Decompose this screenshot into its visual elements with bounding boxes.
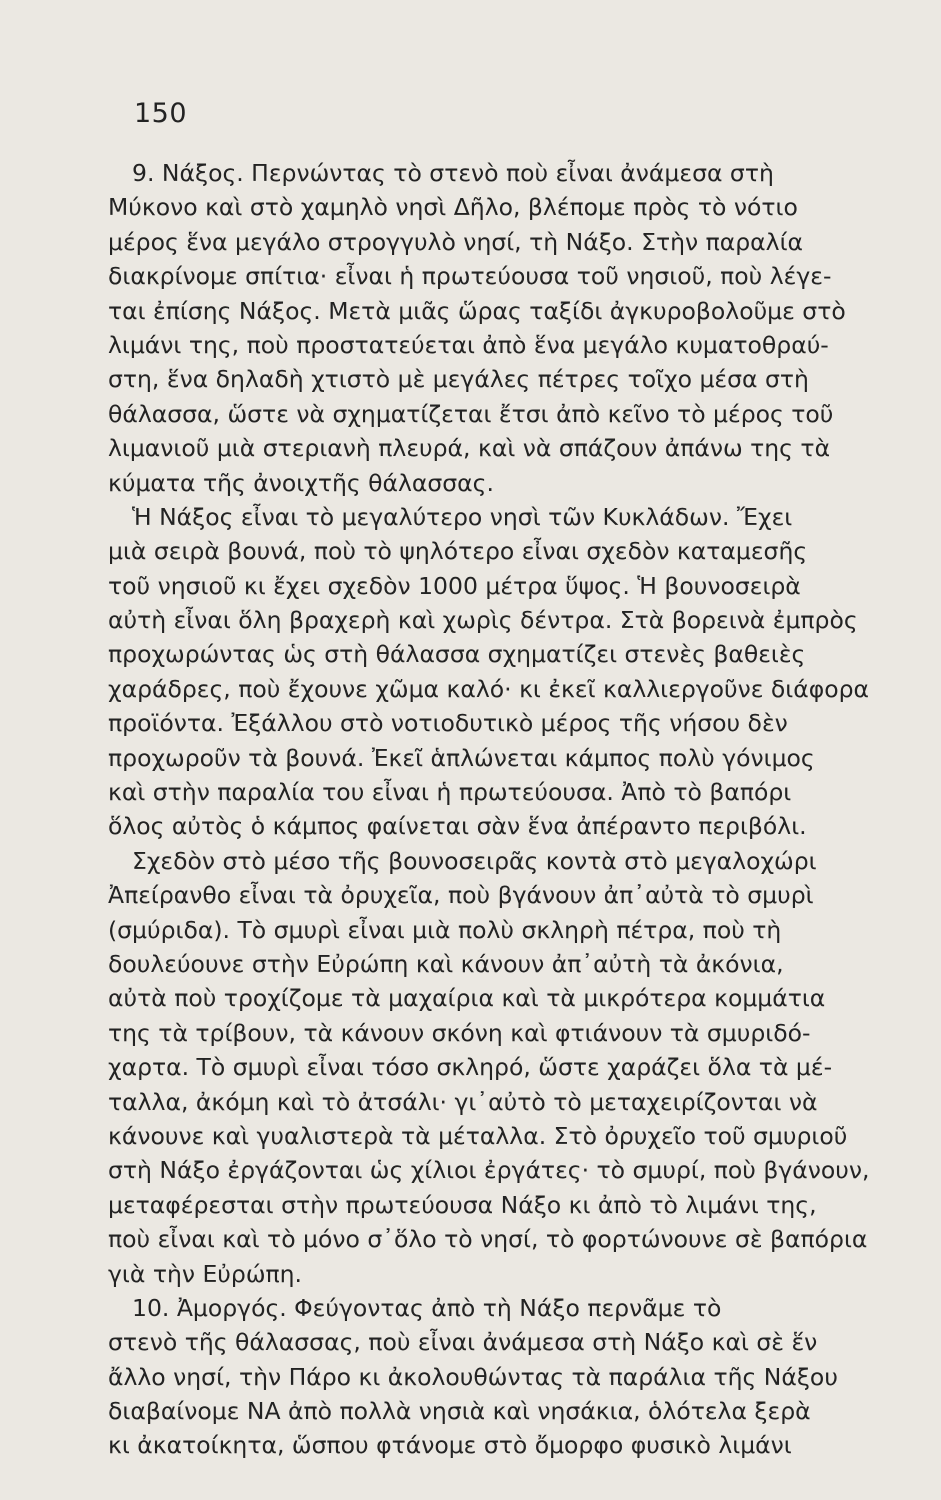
text-line: Σχεδὸν στὸ μέσο τῆς βουνοσειρᾶς κοντὰ στὸ μεγαλοχώρι xyxy=(132,846,817,875)
page-number: 150 xyxy=(134,98,188,129)
text-line: μεταφέρεσται στὴν πρωτεύουσα Νάξο κι ἀπὸ τὸ λιμάνι της, xyxy=(108,1190,817,1219)
text-line: κάνουνε καὶ γυαλιστερὰ τὰ μέταλλα. Στὸ ὀρυχεῖο τοῦ σμυριοῦ xyxy=(108,1121,848,1150)
text-line: αὐτὰ ποὺ τροχίζομε τὰ μαχαίρια καὶ τὰ μικρότερα κομμάτια xyxy=(108,984,826,1013)
text-line: διαβαίνομε ΝΑ ἀπὸ πολλὰ νησιὰ καὶ νησάκια, ὁλότελα ξερὰ xyxy=(108,1397,811,1426)
text-line: ταλλα, ἀκόμη καὶ τὸ ἀτσάλι· γι᾽αὐτὸ τὸ μεταχειρίζονται νὰ xyxy=(108,1087,818,1116)
text-line: ποὺ εἶναι καὶ τὸ μόνο σ᾽ὅλο τὸ νησί, τὸ φορτώνουνε σὲ βαπόρια xyxy=(108,1225,868,1254)
text-line: καὶ στὴν παραλία του εἶναι ἡ πρωτεύουσα. Ἀπὸ τὸ βαπόρι xyxy=(108,778,792,807)
text-line: της τὰ τρίβουν, τὰ κάνουν σκόνη καὶ φτιάνουν τὰ σμυριδό- xyxy=(108,1018,811,1047)
text-line: διακρίνομε σπίτια· εἶναι ἡ πρωτεύουσα τοῦ νησιοῦ, ποὺ λέγε- xyxy=(108,262,832,291)
text-line: Ἡ Νάξος εἶναι τὸ μεγαλύτερο νησὶ τῶν Κυκλάδων. Ἔχει xyxy=(132,502,793,531)
text-line: προϊόντα. Ἐξάλλου στὸ νοτιοδυτικὸ μέρος τῆς νήσου δὲν xyxy=(108,709,788,738)
text-line: κι ἀκατοίκητα, ὥσπου φτάνομε στὸ ὄμορφο φυσικὸ λιμάνι xyxy=(108,1431,792,1460)
text-line: Μύκονο καὶ στὸ χαμηλὸ νησὶ Δῆλο, βλέπομε πρὸς τὸ νότιο xyxy=(108,193,798,222)
text-line: αὐτὴ εἶναι ὅλη βραχερὴ καὶ χωρὶς δέντρα. Στὰ βορεινὰ ἐμπρὸς xyxy=(108,606,858,635)
text-line: λιμάνι της, ποὺ προστατεύεται ἀπὸ ἕνα μεγάλο κυματοθραύ- xyxy=(108,330,829,359)
text-line: θάλασσα, ὥστε νὰ σχηματίζεται ἔτσι ἀπὸ κεῖνο τὸ μέρος τοῦ xyxy=(108,399,834,428)
text-line: γιὰ τὴν Εὐρώπη. xyxy=(108,1259,303,1288)
text-line: προχωροῦν τὰ βουνά. Ἐκεῖ ἁπλώνεται κάμπος πολὺ γόνιμος xyxy=(108,743,815,772)
text-line: τοῦ νησιοῦ κι ἔχει σχεδὸν 1000 μέτρα ὕψος. Ἡ βουνοσειρὰ xyxy=(108,571,801,600)
body-text xyxy=(108,156,930,1463)
text-line: στὴ Νάξο ἐργάζονται ὡς χίλιοι ἐργάτες· τὸ σμυρί, ποὺ βγάνουν, xyxy=(108,1156,870,1185)
text-line: ται ἐπίσης Νάξος. Μετὰ μιᾶς ὥρας ταξίδι ἀγκυροβολοῦμε στὸ xyxy=(108,296,846,325)
text-line: δουλεύουνε στὴν Εὐρώπη καὶ κάνουν ἀπ᾽αὐτὴ τὰ ἀκόνια, xyxy=(108,949,784,978)
text-line: κύματα τῆς ἀνοιχτῆς θάλασσας. xyxy=(108,468,494,497)
text-line: χαρτα. Τὸ σμυρὶ εἶναι τόσο σκληρό, ὥστε χαράζει ὅλα τὰ μέ- xyxy=(108,1053,833,1082)
text-line: (σμύριδα). Τὸ σμυρὶ εἶναι μιὰ πολὺ σκληρὴ πέτρα, ποὺ τὴ xyxy=(108,915,782,944)
text-line: ἄλλο νησί, τὴν Πάρο κι ἀκολουθώντας τὰ παράλια τῆς Νάξου xyxy=(108,1362,838,1391)
text-line: Ἀπείρανθο εἶναι τὰ ὀρυχεῖα, ποὺ βγάνουν ἀπ᾽αὐτὰ τὸ σμυρὶ xyxy=(108,881,814,910)
text-line: στη, ἕνα δηλαδὴ χτιστὸ μὲ μεγάλες πέτρες τοῖχο μέσα στὴ xyxy=(108,365,809,394)
text-line: μέρος ἕνα μεγάλο στρογγυλὸ νησί, τὴ Νάξο. Στὴν παραλία xyxy=(108,227,804,256)
text-line: 9. Νάξος. Περνώντας τὸ στενὸ ποὺ εἶναι ἀνάμεσα στὴ xyxy=(132,159,774,187)
text-line: προχωρώντας ὡς στὴ θάλασσα σχηματίζει στενὲς βαθειὲς xyxy=(108,640,806,669)
text-line: στενὸ τῆς θάλασσας, ποὺ εἶναι ἀνάμεσα στὴ Νάξο καὶ σὲ ἕν xyxy=(108,1328,818,1357)
text-line: λιμανιοῦ μιὰ στεριανὴ πλευρά, καὶ νὰ σπάζουν ἀπάνω της τὰ xyxy=(108,434,831,463)
text-line: 10. Ἀμοργός. Φεύγοντας ἀπὸ τὴ Νάξο περνᾶμε τὸ xyxy=(132,1293,722,1322)
text-line: μιὰ σειρὰ βουνά, ποὺ τὸ ψηλότερο εἶναι σχεδὸν καταμεσῆς xyxy=(108,537,808,566)
text-line: χαράδρες, ποὺ ἔχουνε χῶμα καλό· κι ἐκεῖ καλλιεργοῦνε διάφορα xyxy=(108,674,870,703)
text-line: ὅλος αὐτὸς ὁ κάμπος φαίνεται σὰν ἕνα ἀπέραντο περιβόλι. xyxy=(108,812,807,841)
